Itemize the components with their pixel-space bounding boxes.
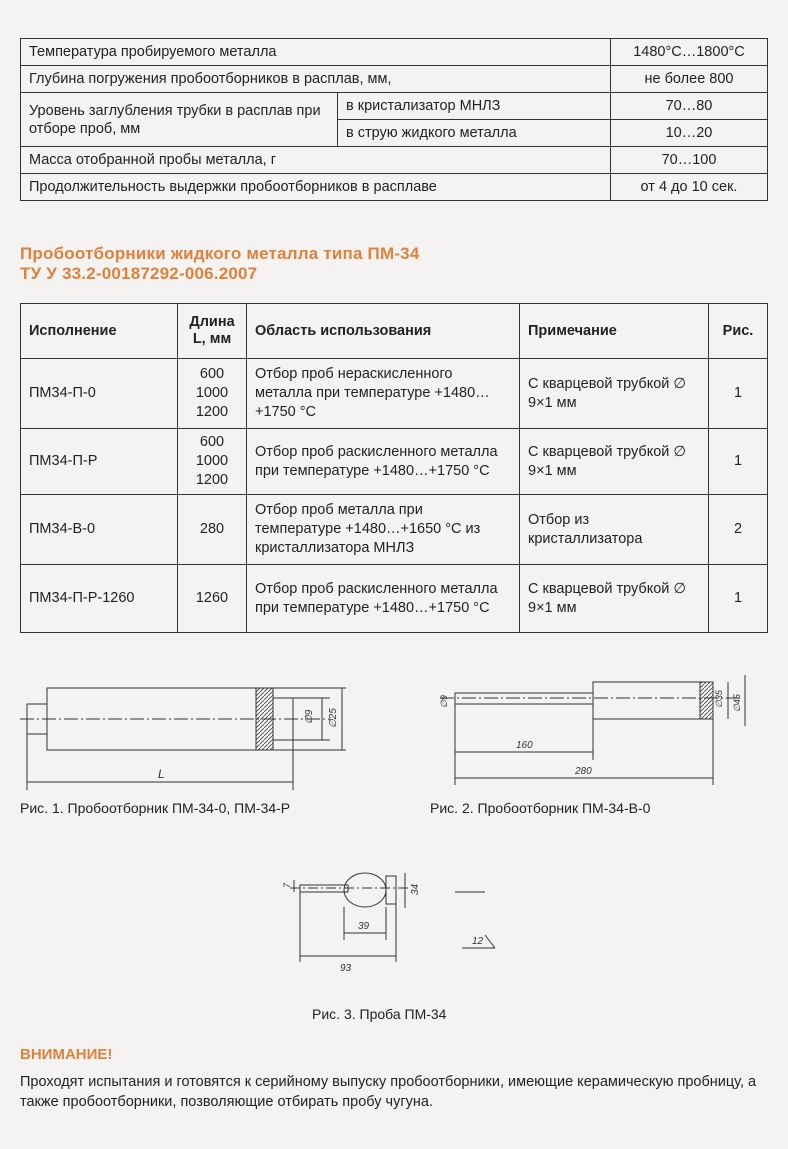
figure-2-drawing (440, 675, 745, 785)
col-header: Примечание (520, 304, 709, 359)
dim-label: L (158, 767, 165, 781)
spec-label: Уровень заглубления трубки в расплав при отборе проб, мм (21, 93, 338, 147)
figure-3-caption: Рис. 3. Проба ПМ-34 (312, 1006, 447, 1022)
spec-value: не более 800 (611, 66, 768, 93)
figure-1-caption: Рис. 1. Пробоотборник ПМ-34-0, ПМ-34-Р (20, 800, 291, 816)
dim-label: ∅25 (328, 708, 339, 728)
model-usage: Отбор проб нераскисленного металла при температуре +1480…+1750 °С (247, 359, 520, 429)
dim-label: 93 (340, 963, 352, 974)
attention-title: ВНИМАНИЕ! (20, 1046, 113, 1063)
col-header: Область использования (247, 304, 520, 359)
model-length: 1260 (178, 565, 247, 633)
figure-2-caption: Рис. 2. Пробоотборник ПМ-34-В-0 (430, 800, 651, 816)
dim-label: ∅35 (714, 690, 724, 708)
col-header: Длина L, мм (178, 304, 247, 359)
spec-value: 70…80 (611, 93, 768, 120)
dim-label: ∅9 (439, 695, 449, 708)
spec-sublabel: в струю жидкого металла (338, 120, 611, 147)
model-length: 600 1000 1200 (178, 359, 247, 429)
spec-label: Продолжительность выдержки пробоотборников в расплаве (21, 174, 611, 201)
spec-label: Температура пробируемого металла (21, 39, 611, 66)
dim-label: 160 (516, 740, 533, 751)
spec-value: 70…100 (611, 147, 768, 174)
model-fig: 1 (709, 565, 768, 633)
dim-label: 7 (282, 882, 292, 888)
model-name: ПМ34-П-Р (21, 429, 178, 495)
section-title: Пробоотборники жидкого металла типа ПМ-34 (20, 244, 420, 263)
dim-label: 280 (575, 766, 592, 777)
model-name: ПМ34-В-0 (21, 495, 178, 565)
model-note: С кварцевой трубкой ∅ 9×1 мм (520, 565, 709, 633)
model-name: ПМ34-П-Р-1260 (21, 565, 178, 633)
section-subtitle: ТУ У 33.2-00187292-006.2007 (20, 264, 258, 283)
dim-label: 39 (358, 921, 370, 932)
figure-1-drawing (20, 688, 346, 790)
model-fig: 2 (709, 495, 768, 565)
model-note: С кварцевой трубкой ∅ 9×1 мм (520, 429, 709, 495)
model-fig: 1 (709, 359, 768, 429)
attention-text: Проходят испытания и готовятся к серийному выпуску пробоотборники, имеющие керамическую пробницу, а также пробоотборники, позволяющие отбирать пробу чугуна. (20, 1074, 757, 1110)
spec-value: от 4 до 10 сек. (611, 174, 768, 201)
model-usage: Отбор проб раскисленного металла при температуре +1480…+1750 °С (247, 429, 520, 495)
dim-label: ∅9 (304, 709, 315, 724)
model-name: ПМ34-П-0 (21, 359, 178, 429)
model-fig: 1 (709, 429, 768, 495)
figure-3-drawing (290, 873, 495, 962)
dim-label: ∅45 (732, 694, 742, 712)
spec-label: Масса отобранной пробы металла, г (21, 147, 611, 174)
dim-label: 12 (472, 936, 484, 947)
col-header: Рис. (709, 304, 768, 359)
spec-sublabel: в кристализатор МНЛЗ (338, 93, 611, 120)
spec-value: 1480°С…1800°С (611, 39, 768, 66)
model-usage: Отбор проб металла при температуре +1480…+1650 °С из кристаллизатора МНЛЗ (247, 495, 520, 565)
model-usage: Отбор проб раскисленного металла при температуре +1480…+1750 °С (247, 565, 520, 633)
model-length: 280 (178, 495, 247, 565)
col-header: Исполнение (21, 304, 178, 359)
spec-label: Глубина погружения пробоотборников в расплав, мм, (21, 66, 611, 93)
model-note: Отбор из кристаллизатора (520, 495, 709, 565)
model-length: 600 1000 1200 (178, 429, 247, 495)
model-note: С кварцевой трубкой ∅ 9×1 мм (520, 359, 709, 429)
spec-value: 10…20 (611, 120, 768, 147)
dim-label: 34 (410, 883, 421, 895)
